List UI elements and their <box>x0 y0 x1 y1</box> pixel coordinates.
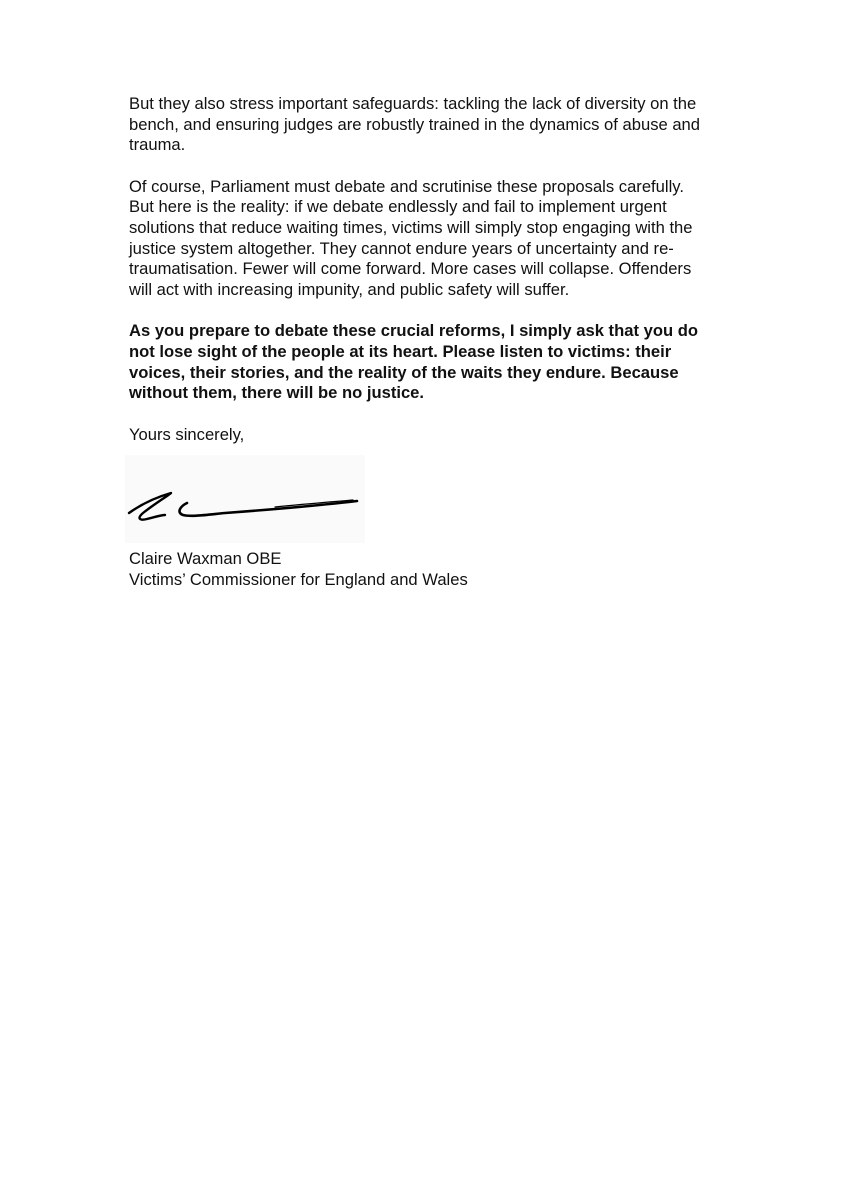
signatory-title: Victims’ Commissioner for England and Wales <box>129 569 468 589</box>
text-line: Of course, Parliament must debate and scrutinise these proposals carefully. <box>129 176 684 196</box>
text-line: As you prepare to debate these crucial reforms, I simply ask that you do <box>129 321 698 341</box>
paragraph-safeguards <box>129 94 729 156</box>
letter-body <box>129 94 729 591</box>
text-line: But here is the reality: if we debate endlessly and fail to implement urgent <box>129 197 667 217</box>
text-line: solutions that reduce waiting times, victims will simply stop engaging with the <box>129 217 693 237</box>
paragraph-appeal <box>129 321 729 403</box>
text-line: justice system altogether. They cannot endure years of uncertainty and re- <box>129 238 674 258</box>
text-line: will act with increasing impunity, and public safety will suffer. <box>129 279 570 299</box>
text-line: trauma. <box>129 135 186 155</box>
text-line: not lose sight of the people at its heart. Please listen to victims: their <box>129 341 672 361</box>
closing-salutation: Yours sincerely, <box>129 424 245 444</box>
paragraph-reality <box>129 177 729 301</box>
handwritten-signature <box>125 455 365 543</box>
signatory-name: Claire Waxman OBE <box>129 549 282 569</box>
text-line: traumatisation. Fewer will come forward. More cases will collapse. Offenders <box>129 259 692 279</box>
text-line: But they also stress important safeguards: tackling the lack of diversity on the <box>129 94 697 113</box>
text-line: bench, and ensuring judges are robustly trained in the dynamics of abuse and <box>129 114 701 134</box>
text-line: voices, their stories, and the reality of the waits they endure. Because <box>129 362 679 382</box>
text-line: without them, there will be no justice. <box>129 383 425 403</box>
